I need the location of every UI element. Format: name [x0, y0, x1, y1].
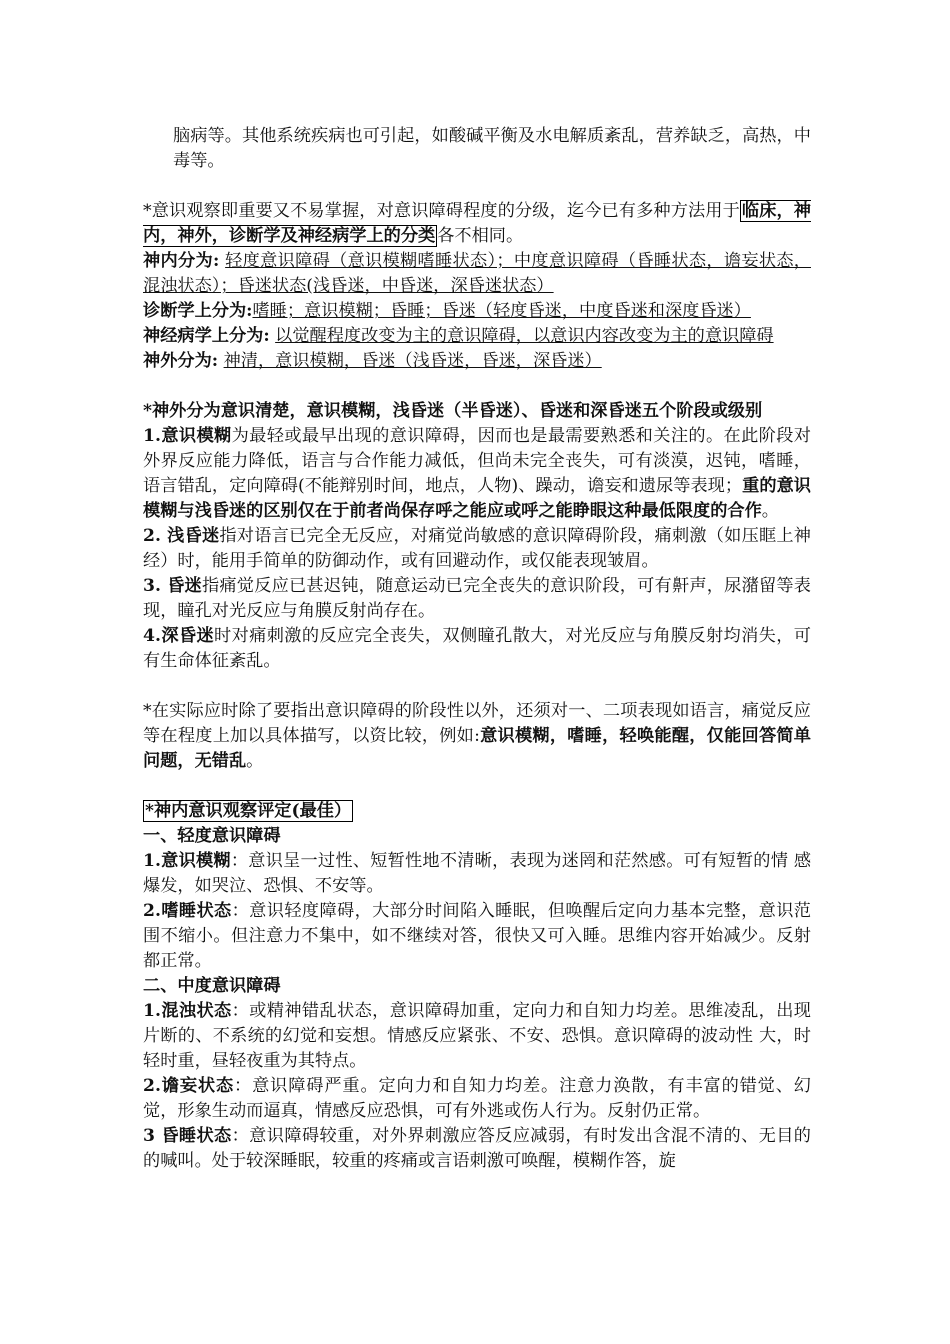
shenwai-text: 神清，意识模糊，昏迷（浅昏迷，昏迷，深昏迷） — [223, 351, 602, 371]
eval-2-label: 2.嗜睡状态 — [143, 901, 232, 921]
eval-2-text: ：意识轻度障碍，大部分时间陷入睡眠，但唤醒后定向力基本完整，意识范围不缩小。但注意力不集中，如不继续对答，很快又可入睡。思维内容开始减少。反射都正常。 — [143, 901, 811, 971]
stage-1-text: 为最轻或最早出现的意识障碍，因而也是最需要熟悉和关注的。在此阶段对外界反应能力降低，语言与合作能力减低，但尚未完全丧失，可有淡漠，迟钝，嗜睡，语言错乱，定向障碍(不能辩别时间，地点，人物)、躁动，谵妄和遗尿等表现； — [143, 426, 811, 496]
stage-2-paragraph — [143, 524, 811, 574]
stage-1-bold: 重的意识模糊与浅昏迷的区别仅在于前者尚保存呼之能应或呼之能睁眼这种最低限度的合作 — [143, 476, 811, 521]
evaluation-title: *神内意识观察评定(最佳） — [145, 801, 352, 821]
practice-text: *在实际应时除了要指出意识障碍的阶段性以外，还须对一、二项表现如语言，痛觉反应等在程度上加以具体描写，以资比较，例如: — [143, 701, 811, 746]
eval-2-paragraph — [143, 899, 811, 974]
shenwai-classification — [143, 349, 811, 374]
eval-4-text: ：意识障碍严重。定向力和自知力均差。注意力涣散，有丰富的错觉、幻觉，形象生动而逼真，情感反应恐惧，可有外逃或伤人行为。反射仍正常。 — [143, 1076, 811, 1121]
evaluation-title-line — [143, 799, 811, 824]
eval-5-paragraph — [143, 1124, 811, 1174]
shenwai-label: 神外分为: — [143, 351, 219, 371]
stages-heading-text: *神外分为意识清楚，意识模糊，浅昏迷（半昏迷）、昏迷和深昏迷五个阶段或级别 — [143, 401, 763, 421]
zhenduan-classification — [143, 299, 811, 324]
intro-paragraph: 脑病等。其他系统疾病也可引起，如酸碱平衡及水电解质紊乱，营养缺乏，高热，中毒等。 — [173, 126, 811, 171]
eval-3-paragraph — [143, 999, 811, 1074]
classification-intro-end: 各不相同。 — [437, 226, 524, 246]
document-page — [143, 124, 811, 1174]
shenjing-classification — [143, 324, 811, 349]
classification-intro-text: *意识观察即重要又不易掌握，对意识障碍程度的分级，迄今已有多种方法用于 — [143, 201, 740, 221]
eval-3-label: 1.混浊状态 — [143, 1001, 232, 1021]
section-1-heading-line — [143, 824, 811, 849]
section-2-heading: 二、中度意识障碍 — [143, 976, 281, 996]
practice-paragraph — [143, 699, 811, 774]
eval-5-label: 3 昏睡状态 — [143, 1126, 232, 1146]
spacer — [143, 674, 811, 699]
eval-4-label: 2.谵妄状态 — [143, 1076, 235, 1096]
shenjing-text: 以觉醒程度改变为主的意识障碍，以意识内容改变为主的意识障碍 — [275, 326, 774, 346]
eval-1-label: 1.意识模糊 — [143, 851, 231, 871]
classification-boxed-phrase: 临床，神内，神外，诊断学及神经病学上的分类 — [143, 201, 811, 246]
eval-5-text: ：意识障碍较重，对外界刺激应答反应减弱，有时发出含混不清的、无目的的喊叫。处于较深睡眠，较重的疼痛或言语刺激可唤醒，模糊作答，旋 — [143, 1126, 811, 1171]
spacer — [143, 374, 811, 399]
stage-1-end: 。 — [761, 501, 779, 521]
practice-bold: 意识模糊，嗜睡，轻唤能醒，仅能回答简单问题，无错乱 — [143, 726, 811, 771]
zhenduan-text: 嗜睡；意识模糊；昏睡；昏迷（轻度昏迷，中度昏迷和深度昏迷） — [252, 301, 751, 321]
eval-1-text: ：意识呈一过性、短暂性地不清晰，表现为迷罔和茫然感。可有短暂的情 感爆发，如哭泣、恐惧、不安等。 — [143, 851, 812, 896]
stage-2-title: 2. 浅昏迷 — [143, 526, 220, 546]
neinei-label: 神内分为: — [143, 251, 220, 271]
stages-heading — [143, 399, 811, 424]
stage-3-text: 指痛觉反应已甚迟钝，随意运动已完全丧失的意识阶段，可有鼾声，尿潴留等表现，瞳孔对光反应与角膜反射尚存在。 — [143, 576, 811, 621]
classification-intro — [143, 199, 811, 249]
practice-end: 。 — [246, 751, 264, 771]
spacer — [143, 174, 811, 199]
section-2-heading-line — [143, 974, 811, 999]
section-1-heading: 一、轻度意识障碍 — [143, 826, 281, 846]
zhenduan-label: 诊断学上分为: — [143, 301, 253, 321]
stage-3-paragraph — [143, 574, 811, 624]
neinei-text: 轻度意识障碍（意识模糊嗜睡状态）；中度意识障碍（昏睡状态，谵妄状态，混浊状态）；昏迷状态(浅昏迷，中昏迷，深昏迷状态） — [143, 251, 811, 296]
stage-4-title: 4.深昏迷 — [143, 626, 215, 646]
stage-1-paragraph — [143, 424, 811, 524]
eval-1-paragraph — [143, 849, 811, 899]
stage-4-text: 时对痛刺激的反应完全丧失，双侧瞳孔散大，对光反应与角膜反射均消失，可有生命体征紊乱。 — [143, 626, 811, 671]
shenjing-label: 神经病学上分为: — [143, 326, 270, 346]
spacer — [143, 774, 811, 799]
stage-2-text: 指对语言已完全无反应，对痛觉尚敏感的意识障碍阶段，痛刺激（如压眶上神经）时，能用手简单的防御动作，或有回避动作，或仅能表现皱眉。 — [143, 526, 811, 571]
eval-4-paragraph — [143, 1074, 811, 1124]
stage-4-paragraph — [143, 624, 811, 674]
stage-3-title: 3. 昏迷 — [143, 576, 202, 596]
stage-1-title: 1.意识模糊 — [143, 426, 232, 446]
eval-3-text: ：或精神错乱状态，意识障碍加重，定向力和自知力均差。思维凌乱，出现片断的、不系统的幻觉和妄想。情感反应紧张、不安、恐惧。意识障碍的波动性 大，时轻时重，昼轻夜重为其特点。 — [143, 1001, 811, 1071]
neinei-classification — [143, 249, 811, 299]
